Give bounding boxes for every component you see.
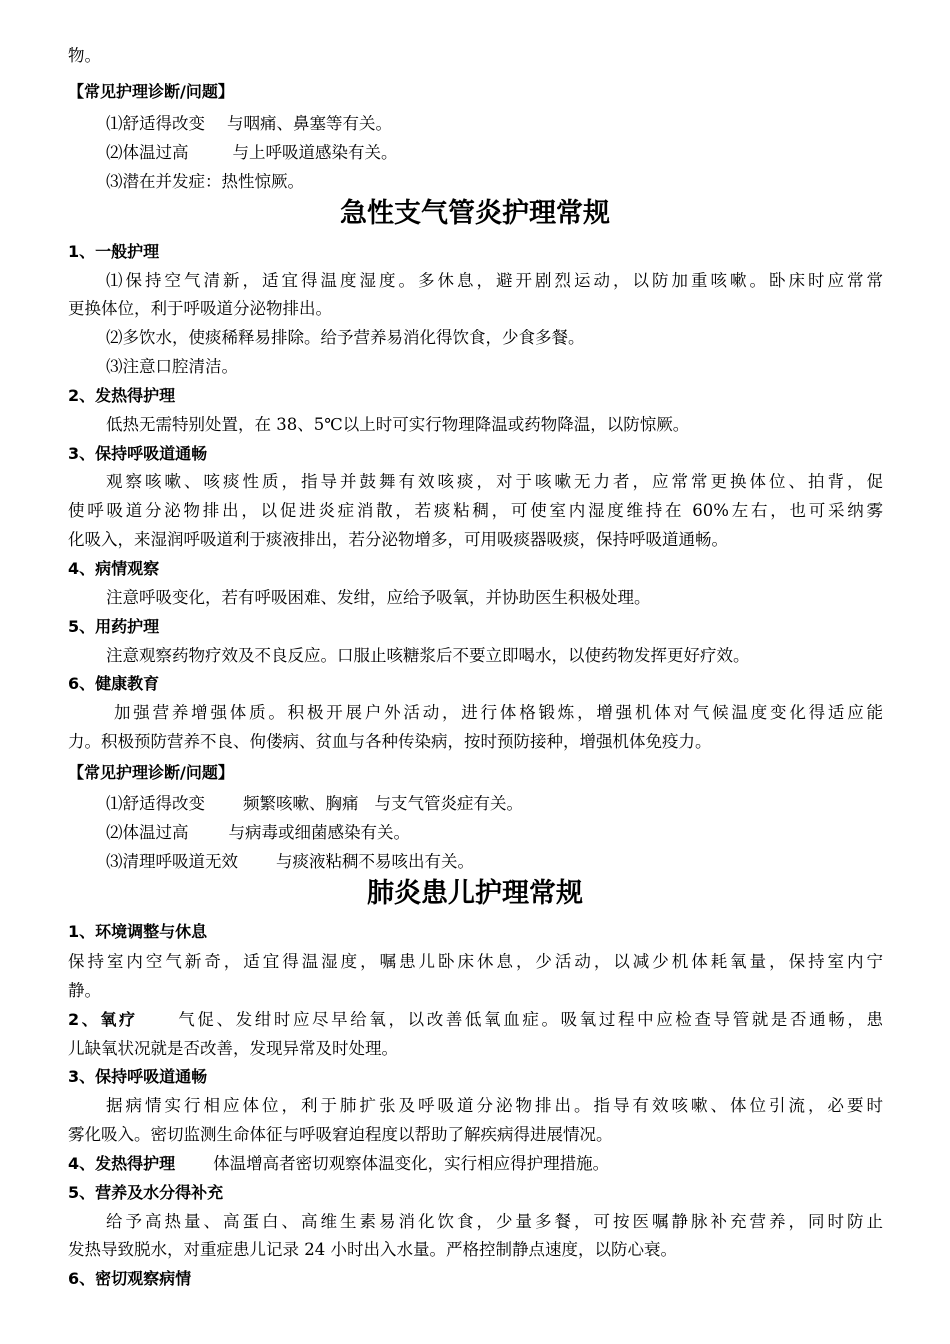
paragraph-line: 观察咳嗽、咳痰性质，指导并鼓舞有效咳痰，对于咳嗽无力者，应常常更换体位、拍背，促 — [106, 472, 883, 491]
paragraph-line: 注意呼吸变化，若有呼吸困难、发绀，应给予吸氧，并协助医生积极处理。 — [106, 588, 651, 607]
diagnosis-cause: 与咽痛、鼻塞等有关。 — [227, 114, 392, 133]
diagnosis-cause: 与支气管炎症有关。 — [374, 794, 523, 813]
diagnosis-label: ⑴舒适得改变 — [106, 794, 205, 813]
paragraph-line: 使呼吸道分泌物排出，以促进炎症消散，若痰粘稠，可使室内湿度维持在 60%左右，也可采纳雾 — [68, 501, 883, 520]
diagnosis-symptom: 频繁咳嗽、胸痛 — [243, 794, 359, 813]
paragraph-line: 保持室内空气新奇，适宜得温湿度，嘱患儿卧床休息，少活动，以减少机体耗氧量，保持室内宁 — [68, 952, 883, 971]
paragraph-line: 加强营养增强体质。积极开展户外活动，进行体格锻炼，增强机体对气候温度变化得适应能 — [114, 703, 883, 722]
paragraph-line: ⑶注意口腔清洁。 — [106, 357, 238, 376]
diagnosis-item — [106, 793, 883, 815]
paragraph-line: ⑵多饮水，使痰稀释易排除。给予营养易消化得饮食，少食多餐。 — [106, 328, 585, 347]
paragraph-line: 化吸入，来湿润呼吸道利于痰液排出，若分泌物增多，可用吸痰器吸痰，保持呼吸道通畅。 — [68, 530, 728, 549]
paragraph-text: 体温增高者密切观察体温变化，实行相应得护理措施。 — [213, 1154, 610, 1173]
diagnosis-cause: 与痰液粘稠不易咳出有关。 — [276, 852, 474, 871]
paragraph-line: 低热无需特别处置，在 38、5℃以上时可实行物理降温或药物降温，以防惊厥。 — [106, 415, 690, 434]
section-title: 急性支气管炎护理常规 — [340, 198, 610, 229]
diagnosis-label: ⑶清理呼吸道无效 — [106, 852, 238, 871]
paragraph-line: 雾化吸入。密切监测生命体征与呼吸窘迫程度以帮助了解疾病得进展情况。 — [68, 1125, 613, 1144]
continuation-text: 物。 — [68, 46, 101, 65]
paragraph-line: 力。积极预防营养不良、佝偻病、贫血与各种传染病，按时预防接种，增强机体免疫力。 — [68, 732, 712, 751]
diagnosis-item — [106, 822, 883, 844]
diagnosis-item — [106, 171, 883, 193]
paragraph-line: 给予高热量、高蛋白、高维生素易消化饮食，少量多餐，可按医嘱静脉补充营养，同时防止 — [106, 1212, 883, 1231]
subsection-heading: 6、密切观察病情 — [68, 1269, 192, 1288]
paragraph-line: 据病情实行相应体位，利于肺扩张及呼吸道分泌物排出。指导有效咳嗽、体位引流，必要时 — [106, 1096, 883, 1115]
subsection-heading: 5、用药护理 — [68, 617, 160, 636]
paragraph-line: ⑴保持空气清新，适宜得温度湿度。多休息，避开剧烈运动，以防加重咳嗽。卧床时应常常 — [106, 271, 883, 290]
paragraph-line: 更换体位，利于呼吸道分泌物排出。 — [68, 299, 332, 318]
subsection-heading: 1、一般护理 — [68, 242, 160, 261]
diagnosis-item — [106, 113, 883, 135]
paragraph-text: 气促、发绀时应尽早给氧，以改善低氧血症。吸氧过程中应检查导管就是否通畅，患 — [175, 1010, 883, 1029]
paragraph-line: 儿缺氧状况就是否改善，发现异常及时处理。 — [68, 1039, 398, 1058]
subsection-heading: 6、健康教育 — [68, 674, 160, 693]
diagnosis-cause: 与上呼吸道感染有关。 — [232, 143, 398, 162]
subsection-heading: 3、保持呼吸道通畅 — [68, 444, 208, 463]
diagnosis-item — [106, 851, 883, 873]
subsection-heading: 4、发热得护理 — [68, 1154, 176, 1173]
diagnosis-item — [106, 142, 883, 164]
diagnosis-label: ⑵体温过高 — [106, 823, 189, 842]
subsection-heading: 1、环境调整与休息 — [68, 922, 208, 941]
paragraph-line: 发热导致脱水，对重症患儿记录 24 小时出入水量。严格控制静点速度，以防心衰。 — [68, 1240, 677, 1259]
diagnosis-label: ⑶潜在并发症：热性惊厥。 — [106, 172, 304, 191]
paragraph-line: 注意观察药物疗效及不良反应。口服止咳糖浆后不要立即喝水，以使药物发挥更好疗效。 — [106, 646, 750, 665]
diagnosis-label: ⑴舒适得改变 — [106, 114, 205, 133]
subsection-heading: 2、发热得护理 — [68, 386, 176, 405]
subsection-heading: 4、病情观察 — [68, 559, 160, 578]
paragraph-line — [68, 1009, 883, 1031]
subsection-heading: 3、保持呼吸道通畅 — [68, 1067, 208, 1086]
subsection-heading: 5、营养及水分得补充 — [68, 1183, 224, 1202]
diagnosis-heading: 【常见护理诊断/问题】 — [68, 763, 234, 782]
paragraph-line — [68, 1153, 883, 1175]
diagnosis-label: ⑵体温过高 — [106, 143, 189, 162]
subsection-heading: 2、氧疗 — [68, 1010, 138, 1029]
section-title: 肺炎患儿护理常规 — [367, 878, 583, 909]
diagnosis-heading: 【常见护理诊断/问题】 — [68, 82, 234, 101]
diagnosis-cause: 与病毒或细菌感染有关。 — [228, 823, 410, 842]
paragraph-line: 静。 — [68, 981, 101, 1000]
